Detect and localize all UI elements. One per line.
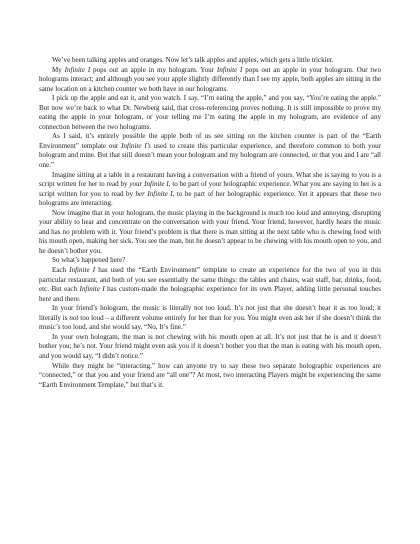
paragraph: Now imagine that in your hologram, the music playing in the background is much too loud and annoying, disrupting your ability to hear and concentrate on the conversation with your friend. Your friend, however, hardly hears the music and has no problem with it. Your friend’s problem is that there is man sitting at the next table who is chewing food with his mouth open, making her sick. You see the man, but he doesn’t appear to be chewing with his mouth open to you, and he doesn’t bother you. — [39, 208, 381, 255]
paragraph: As I said, it’s entirely possible the apple both of us see sitting on the kitchen counter is part of the “Earth Environment” template our Infinite I’s used to create this particular experience, and therefore common to both your hologram and mine. But that still doesn’t mean your hologram and my hologram are connected, or that you and I are “all one.” — [39, 132, 381, 170]
paragraph: In your friend’s hologram, the music is literally not too loud. It’s not just that she doesn’t hear it as too loud; it literally is not too loud – a different volume entirely for her than for you. You might even ask her if she doesn’t think the music’s too loud, and she would say, “No, It’s fine.” — [39, 304, 381, 332]
document-page — [39, 56, 381, 390]
paragraph: I pick up the apple and eat it, and you watch. I say, “I’m eating the apple,” and you say, “You’re eating the apple.” But now we’re back to what Dr. Newberg said, that cross-referencing proves nothing. It is still impossible to prove my eating the apple in your hologram, or your telling me I’m eating the apple in my hologram, are evidence of any connection between the two holograms. — [39, 94, 381, 131]
paragraph: Each Infinite I has used the “Earth Environment” template to create an experience for the two of you in this particular restaurant, and both of you see essentially the same things: the tables and chairs, wait staff, bar, drinks, food, etc. But each Infinite I has custom-made the holographic experience for its own Player, adding little personal touches here and there. — [39, 266, 381, 303]
paragraph: So what’s happened here? — [52, 256, 126, 265]
paragraph: Imagine sitting at a table in a restaurant having a conversation with a friend of yours. What she is saying to you is a script written for her to read by your Infinite I, to be part of your holographic experience. What you are saying to her is a script written for you to read by her Infinite I, to be part of her holographic experience. Yet it appears that these two holograms are interacting. — [39, 170, 381, 208]
paragraph: While they might be “interacting,” how can anyone try to say these two separate holographic experiences are “connected,” or that you and your friend are “all one”? At most, two interacting Players might be experiencing the same “Earth Environment Template,” but that’s it. — [39, 361, 381, 389]
paragraph: In your own hologram, the man is not chewing with his mouth open at all. It’s not just that he is and it doesn’t bother you; he’s not. Your friend might even ask you if it doesn’t bother you that the man is eating with his mouth open, and you would say, “I didn’t notice.” — [39, 332, 381, 360]
paragraph: My Infinite I pops out an apple in my hologram. Your Infinite I pops out an apple in your hologram. Our two holograms interact; and although you see your apple slightly differently than I see my apple, both apples are sitting in the same location on a kitchen counter we both have in our holograms. — [39, 65, 381, 93]
paragraph: We’ve been talking apples and oranges. Now let’s talk apples and apples, which gets a little trickier. — [52, 56, 334, 64]
